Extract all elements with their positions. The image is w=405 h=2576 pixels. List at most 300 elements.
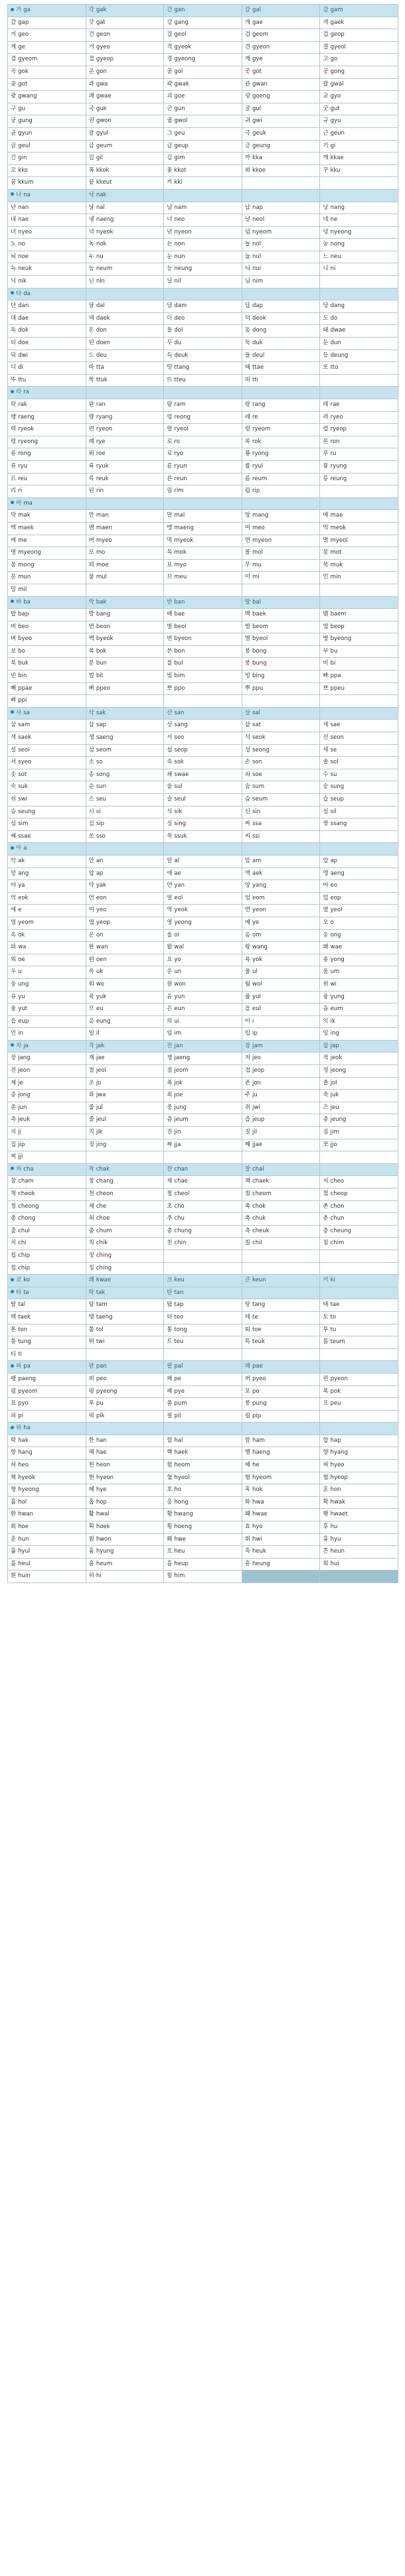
romanization: hyeong: [18, 1486, 39, 1494]
hangul-syllable: 히: [88, 1573, 94, 1580]
hangul-syllable: 쁘: [323, 684, 329, 692]
romanization: ppeu: [330, 684, 345, 692]
table-row: [8, 202, 398, 215]
syllable-cell: [8, 609, 86, 621]
romanization: jeung: [330, 1116, 347, 1124]
syllable-cell: [320, 141, 398, 153]
romanization: chim: [330, 1240, 345, 1247]
romanization: wal: [174, 944, 184, 951]
romanization: pal: [174, 1363, 183, 1370]
syllable-cell: [8, 1299, 86, 1312]
table-row: [8, 1263, 398, 1275]
hangul-syllable: 혀: [323, 1462, 329, 1469]
hangul-syllable: 페: [167, 1375, 173, 1382]
table-row: [8, 1484, 398, 1497]
romanization: ul: [252, 968, 258, 976]
syllable-cell: [8, 1312, 86, 1324]
romanization: yeok: [174, 907, 188, 914]
syllable-cell: [242, 954, 321, 967]
syllable-cell: [8, 1238, 86, 1250]
syllable-cell: [8, 424, 86, 436]
hangul-syllable: 용: [323, 956, 329, 963]
syllable-cell: [164, 745, 242, 757]
romanization: joe: [174, 1092, 183, 1099]
hangul-syllable: 두: [167, 340, 173, 347]
romanization: geop: [330, 31, 345, 38]
romanization: swi: [18, 796, 27, 803]
syllable-cell: [242, 547, 321, 560]
romanization: seu: [96, 796, 106, 803]
section-header-row: [8, 1423, 398, 1435]
romanization: ik: [330, 1017, 335, 1025]
syllable-cell: [86, 1447, 165, 1460]
romanization: nyeong: [330, 228, 352, 235]
syllable-cell: [320, 818, 398, 831]
hangul-syllable: 더: [167, 314, 173, 322]
romanization: hak: [18, 1437, 29, 1444]
romanization: sak: [96, 709, 106, 716]
hangul-syllable: 맹: [167, 524, 173, 531]
syllable-cell: [164, 1176, 242, 1189]
syllable-cell: [320, 399, 398, 412]
syllable-cell: [242, 313, 321, 326]
romanization: byeong: [330, 635, 352, 643]
syllable-cell: [86, 1472, 165, 1485]
hangul-syllable: 아: [16, 845, 22, 852]
romanization: pyeo: [252, 1375, 266, 1382]
table-row: [8, 239, 398, 251]
hangul-syllable: 렁: [167, 413, 173, 420]
romanization: tti: [252, 376, 259, 383]
syllable-cell: [242, 375, 321, 387]
romanization: bim: [174, 673, 185, 680]
syllable-cell: [242, 412, 321, 424]
hangul-syllable: 뢰: [88, 450, 94, 458]
syllable-cell: [320, 1176, 398, 1189]
hangul-syllable: 먹: [323, 524, 329, 531]
hangul-syllable: 질: [244, 1129, 250, 1136]
syllable-cell: [8, 917, 86, 930]
section-bullet-icon: [11, 600, 14, 603]
romanization: ssae: [18, 832, 31, 840]
romanization: jeu: [330, 1104, 339, 1111]
romanization: rim: [174, 487, 184, 495]
table-row: [8, 103, 398, 116]
syllable-cell: [164, 153, 242, 165]
romanization: jjae: [252, 1141, 263, 1148]
romanization: eon: [96, 894, 107, 901]
table-row: [8, 917, 398, 930]
hangul-syllable: 주: [244, 1092, 250, 1099]
romanization: myeon: [252, 537, 272, 544]
syllable-cell: [86, 523, 165, 535]
hangul-syllable: 동: [244, 327, 250, 334]
romanization: sung: [330, 783, 345, 791]
hangul-syllable: 감: [323, 7, 329, 13]
syllable-cell: [242, 1299, 321, 1312]
romanization: pae: [252, 1363, 263, 1370]
romanization: eom: [252, 894, 265, 901]
syllable-cell: [320, 79, 398, 92]
syllable-cell: [86, 1102, 165, 1115]
hangul-syllable: 혐: [244, 1474, 250, 1481]
romanization: jeol: [96, 1067, 106, 1074]
syllable-cell: [242, 54, 321, 66]
hangul-syllable: 놀: [244, 241, 250, 248]
syllable-cell: [164, 905, 242, 917]
hangul-syllable: 거: [11, 31, 17, 38]
syllable-cell: [320, 1201, 398, 1214]
romanization: hwa: [252, 1498, 264, 1506]
syllable-cell: [320, 1398, 398, 1411]
romanization: jap: [330, 1042, 339, 1049]
syllable-cell: [164, 227, 242, 239]
hangul-syllable: 잉: [323, 1030, 329, 1037]
table-row: [8, 720, 398, 732]
romanization: hang: [18, 1449, 33, 1456]
hangul-syllable: 추: [167, 1215, 173, 1222]
syllable-cell: [164, 1312, 242, 1324]
syllable-cell: [86, 856, 165, 868]
syllable-cell: [86, 806, 165, 819]
romanization: heu: [174, 1548, 185, 1555]
romanization: aek: [252, 869, 263, 877]
syllable-cell: [86, 560, 165, 572]
hangul-syllable: 시: [88, 808, 94, 815]
syllable-cell: [164, 412, 242, 424]
syllable-cell: [164, 732, 242, 745]
syllable-cell: [164, 831, 242, 844]
hangul-syllable: 촌: [323, 1202, 329, 1210]
hangul-syllable: 구: [11, 105, 17, 112]
table-row: [8, 1509, 398, 1521]
syllable-cell: [320, 1324, 398, 1337]
romanization: beo: [18, 623, 29, 630]
hangul-syllable: 철: [167, 1191, 173, 1197]
hangul-syllable: 식: [167, 808, 173, 815]
hangul-syllable: 윤: [167, 993, 173, 1000]
hangul-syllable: 싸: [244, 820, 250, 828]
romanization: hok: [252, 1486, 263, 1494]
hangul-syllable: 새: [323, 722, 329, 729]
romanization: mang: [252, 512, 269, 519]
syllable-cell: [242, 1028, 321, 1041]
hangul-syllable: 느: [323, 253, 329, 260]
hangul-syllable: 갑: [11, 19, 17, 26]
hangul-syllable: 단: [11, 302, 17, 310]
romanization: jim: [330, 1129, 339, 1136]
romanization: sim: [18, 820, 29, 828]
syllable-cell: [8, 769, 86, 782]
syllable-cell: [8, 979, 86, 992]
syllable-cell: [8, 350, 86, 363]
hangul-syllable: 므: [167, 574, 173, 581]
hangul-syllable: 광: [11, 93, 17, 100]
syllable-cell: [164, 1003, 242, 1016]
syllable-cell: [164, 1114, 242, 1127]
romanization: yun: [174, 993, 185, 1000]
hangul-syllable: 꾀: [244, 166, 250, 174]
syllable-cell: [8, 1484, 86, 1497]
syllable-cell: [320, 732, 398, 745]
romanization: dong: [252, 327, 267, 334]
syllable-cell: [8, 992, 86, 1004]
syllable-cell: [8, 485, 86, 498]
hangul-syllable: 사: [16, 709, 22, 716]
hangul-syllable: 눈: [167, 253, 173, 260]
table-row: [8, 1435, 398, 1448]
romanization: he: [252, 1462, 260, 1469]
syllable-cell: [242, 1139, 321, 1152]
syllable-cell: [242, 485, 321, 498]
hangul-syllable: 탐: [88, 1301, 94, 1309]
syllable-cell: [8, 1176, 86, 1189]
hangul-syllable: 움: [323, 968, 329, 976]
syllable-cell: [242, 1435, 321, 1448]
syllable-cell: [320, 1472, 398, 1485]
syllable-cell: [8, 91, 86, 103]
section-bullet-icon: [11, 8, 14, 11]
romanization: neol: [252, 216, 265, 224]
hangul-syllable: 토: [323, 1313, 329, 1320]
hangul-syllable: 길: [88, 155, 94, 162]
romanization: huin: [18, 1573, 31, 1580]
romanization: seul: [174, 796, 186, 803]
hangul-syllable: 견: [244, 43, 250, 50]
section-header-row: [8, 1361, 398, 1374]
hangul-syllable: 죄: [167, 1092, 173, 1099]
hangul-syllable: 괘: [88, 93, 94, 100]
hangul-syllable: 왕: [244, 944, 250, 951]
syllable-cell: [164, 1460, 242, 1472]
romanization: naeng: [96, 216, 114, 224]
syllable-cell: [164, 806, 242, 819]
hangul-syllable: 곡: [11, 68, 17, 75]
syllable-cell: [86, 1398, 165, 1411]
syllable-cell: [164, 436, 242, 449]
hangul-syllable: 기: [323, 142, 329, 149]
romanization: reu: [18, 475, 28, 482]
syllable-cell: [8, 165, 86, 178]
table-row: [8, 1003, 398, 1016]
section-header-row: [8, 843, 398, 856]
hangul-syllable: 흰: [11, 1573, 17, 1580]
syllable-cell: [164, 880, 242, 893]
section-header-cell: [8, 843, 86, 856]
romanization: uk: [96, 968, 104, 976]
syllable-cell: [86, 1299, 165, 1312]
romanization: dal: [96, 302, 105, 310]
hangul-syllable: 무: [244, 561, 250, 568]
syllable-cell: [242, 992, 321, 1004]
hangul-syllable: 별: [244, 635, 250, 643]
syllable-cell: [164, 917, 242, 930]
hangul-syllable: 강: [167, 19, 173, 26]
section-header-cell: [86, 1164, 165, 1177]
section-bullet-icon: [11, 1364, 14, 1368]
romanization: peo: [96, 1375, 107, 1382]
romanization: sap: [96, 722, 106, 729]
syllable-cell: [86, 202, 165, 215]
hangul-syllable: 인: [11, 1030, 17, 1037]
syllable-cell: [164, 1324, 242, 1337]
syllable-cell: [320, 856, 398, 868]
romanization: kwae: [96, 1277, 112, 1284]
syllable-cell: [8, 276, 86, 289]
romanization: ip: [252, 1030, 258, 1037]
romanization: ryeop: [330, 426, 347, 433]
romanization: geum: [96, 142, 113, 149]
hangul-syllable: 혹: [244, 1486, 250, 1494]
hangul-syllable: 긴: [11, 155, 17, 162]
hangul-syllable: 삼: [11, 722, 17, 729]
romanization: mot: [330, 549, 342, 556]
syllable-cell: [8, 732, 86, 745]
hangul-syllable: 논: [167, 241, 173, 248]
romanization: oe: [18, 956, 25, 963]
syllable-cell: [242, 510, 321, 523]
hangul-syllable: 옴: [244, 931, 250, 938]
syllable-cell: [242, 781, 321, 794]
syllable-cell: [86, 91, 165, 103]
romanization: jwa: [96, 1092, 106, 1099]
hangul-syllable: 혜: [88, 1486, 94, 1494]
hangul-syllable: 정: [323, 1067, 329, 1074]
syllable-cell: [8, 1509, 86, 1521]
table-row: [8, 474, 398, 486]
empty-cell: [86, 498, 165, 511]
hangul-syllable: 방: [88, 611, 94, 618]
hangul-syllable: 곽: [167, 80, 173, 88]
romanization: won: [174, 980, 186, 988]
syllable-cell: [242, 1509, 321, 1521]
table-row: [8, 1114, 398, 1127]
syllable-cell: [320, 474, 398, 486]
romanization: sil: [330, 808, 337, 815]
hangul-syllable: 팽: [11, 1375, 17, 1382]
syllable-cell: [86, 1546, 165, 1559]
hangul-syllable: 탄: [167, 1289, 173, 1296]
hangul-syllable: 섭: [167, 746, 173, 753]
hangul-syllable: 노: [11, 241, 17, 248]
hangul-syllable: 륭: [323, 462, 329, 470]
romanization: gwae: [96, 93, 112, 100]
hangul-syllable: 후: [323, 1523, 329, 1531]
romanization: chun: [330, 1215, 345, 1222]
table-row: [8, 263, 398, 276]
table-row: [8, 1398, 398, 1411]
syllable-cell: [242, 17, 321, 30]
syllable-cell: [242, 831, 321, 844]
romanization: kko: [18, 166, 28, 174]
romanization: tto: [330, 364, 339, 371]
romanization: han: [96, 1437, 107, 1444]
romanization: mul: [96, 574, 107, 581]
syllable-cell: [164, 251, 242, 264]
romanization: wae: [330, 944, 342, 951]
syllable-cell: [242, 300, 321, 313]
syllable-cell: [86, 1435, 165, 1448]
syllable-cell: [86, 29, 165, 42]
romanization: ae: [174, 869, 181, 877]
table-row: [8, 1028, 398, 1041]
table-row: [8, 584, 398, 597]
syllable-cell: [8, 880, 86, 893]
syllable-cell: [164, 141, 242, 153]
hangul-syllable: 집: [11, 1141, 17, 1148]
hangul-syllable: 도: [323, 314, 329, 322]
syllable-cell: [164, 375, 242, 387]
syllable-cell: [164, 239, 242, 251]
romanization: mak: [18, 512, 31, 519]
table-row: [8, 671, 398, 683]
romanization: hun: [18, 1535, 29, 1543]
hangul-syllable: 빔: [167, 673, 173, 680]
romanization: gyeop: [96, 56, 114, 63]
syllable-cell: [242, 1472, 321, 1485]
hangul-syllable: 휴: [323, 1535, 329, 1543]
syllable-cell: [164, 1127, 242, 1139]
empty-cell: [320, 1411, 398, 1423]
syllable-cell: [8, 115, 86, 128]
romanization: hon: [330, 1486, 341, 1494]
romanization: ham: [252, 1437, 265, 1444]
romanization: daek: [96, 314, 110, 322]
hangul-syllable: 뫼: [88, 561, 94, 568]
romanization: an: [96, 857, 104, 864]
hangul-syllable: 리: [11, 487, 17, 495]
romanization: keun: [252, 1277, 266, 1284]
hangul-syllable: 까: [244, 155, 250, 162]
romanization: hyo: [252, 1523, 263, 1531]
syllable-cell: [320, 720, 398, 732]
hangul-syllable: 최: [88, 1215, 94, 1222]
table-row: [8, 1250, 398, 1263]
romanization: nik: [18, 278, 27, 285]
hangul-syllable: 욱: [88, 968, 94, 976]
hangul-syllable: 흐: [167, 1548, 173, 1555]
hangul-syllable: 헌: [88, 1462, 94, 1469]
romanization: mae: [330, 512, 343, 519]
syllable-cell: [86, 1114, 165, 1127]
romanization: deo: [174, 314, 185, 322]
syllable-cell: [320, 115, 398, 128]
table-row: [8, 436, 398, 449]
hangul-syllable: 탈: [11, 1301, 17, 1309]
syllable-cell: [8, 1571, 86, 1583]
hangul-syllable: 체: [88, 1202, 94, 1210]
syllable-cell: [86, 66, 165, 79]
syllable-cell: [242, 399, 321, 412]
syllable-cell: [320, 1090, 398, 1102]
syllable-cell: [164, 17, 242, 30]
syllable-cell: [242, 720, 321, 732]
hangul-syllable: 되: [11, 340, 17, 347]
syllable-cell: [164, 671, 242, 683]
syllable-cell: [242, 658, 321, 671]
syllable-cell: [8, 362, 86, 375]
romanization: dol: [174, 327, 183, 334]
hangul-syllable: 왼: [88, 956, 94, 963]
syllable-cell: [320, 671, 398, 683]
syllable-cell: [164, 300, 242, 313]
syllable-cell: [8, 227, 86, 239]
hangul-syllable: 붕: [244, 660, 250, 667]
romanization: cham: [18, 1178, 34, 1185]
syllable-cell: [164, 942, 242, 954]
romanization: jjo: [330, 1141, 337, 1148]
romanization: ok: [18, 931, 25, 938]
